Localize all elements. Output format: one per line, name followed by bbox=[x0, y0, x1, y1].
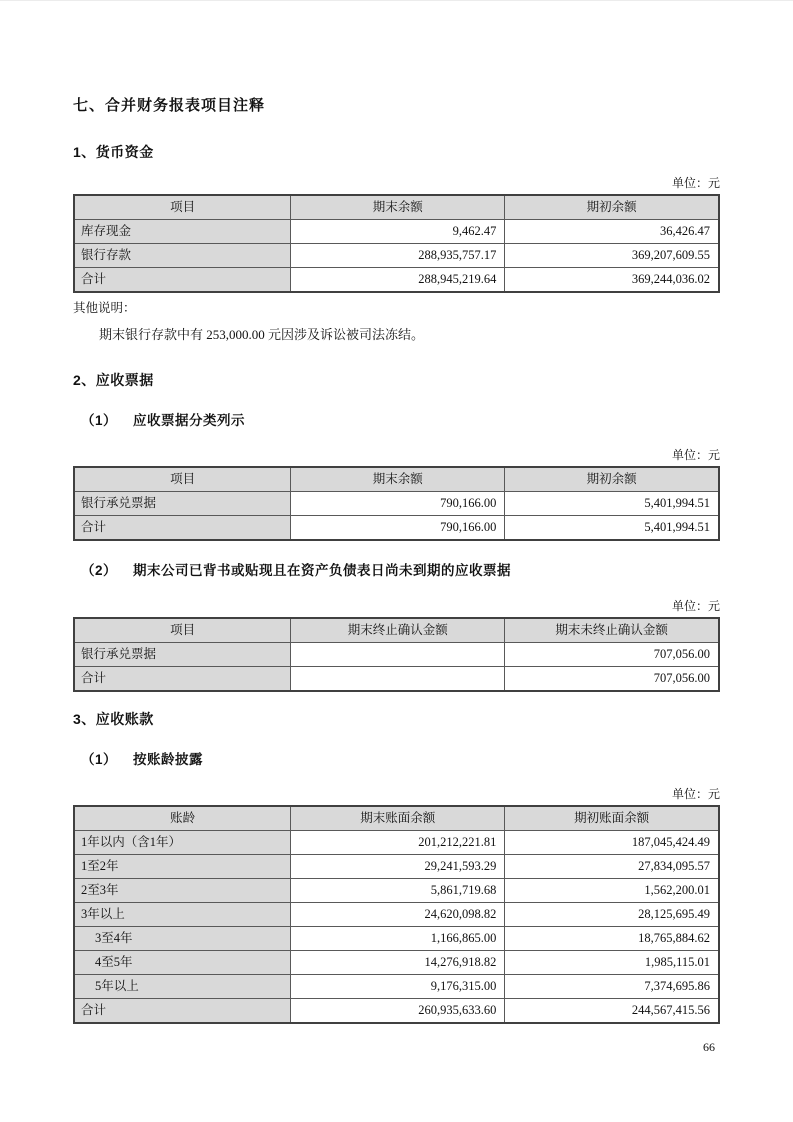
column-header: 期初余额 bbox=[505, 195, 719, 220]
page-content bbox=[0, 96, 793, 1024]
table-row bbox=[74, 903, 719, 927]
column-header: 期初余额 bbox=[505, 467, 719, 492]
amount-cell: 244,567,415.56 bbox=[505, 999, 719, 1024]
amount-cell: 1,985,115.01 bbox=[505, 951, 719, 975]
table-row bbox=[74, 643, 719, 667]
amount-cell: 790,166.00 bbox=[291, 492, 505, 516]
row-label: 4至5年 bbox=[74, 951, 291, 975]
section-2-sub-2-heading bbox=[73, 562, 720, 580]
amount-cell: 260,935,633.60 bbox=[291, 999, 505, 1024]
column-header: 项目 bbox=[74, 195, 291, 220]
section-3-heading: 3、应收账款 bbox=[73, 711, 154, 727]
amount-cell: 7,374,695.86 bbox=[505, 975, 719, 999]
subsection-number: （1） bbox=[81, 413, 118, 428]
row-label: 银行承兑票据 bbox=[74, 643, 291, 667]
monetary-funds-table bbox=[73, 194, 720, 293]
other-note-text: 期末银行存款中有 253,000.00 元因涉及诉讼被司法冻结。 bbox=[99, 327, 425, 342]
row-label: 1至2年 bbox=[74, 855, 291, 879]
subsection-number: （2） bbox=[81, 563, 118, 578]
row-label: 3至4年 bbox=[74, 927, 291, 951]
amount-cell: 5,861,719.68 bbox=[291, 879, 505, 903]
row-label: 3年以上 bbox=[74, 903, 291, 927]
table-header-row bbox=[74, 467, 719, 492]
amount-cell: 9,462.47 bbox=[291, 220, 505, 244]
row-label: 库存现金 bbox=[74, 220, 291, 244]
table-row bbox=[74, 855, 719, 879]
column-header: 项目 bbox=[74, 467, 291, 492]
row-label: 5年以上 bbox=[74, 975, 291, 999]
row-label: 合计 bbox=[74, 667, 291, 692]
column-header: 期末余额 bbox=[291, 195, 505, 220]
table-row bbox=[74, 831, 719, 855]
subsection-title: 期末公司已背书或贴现且在资产负债表日尚未到期的应收票据 bbox=[133, 563, 512, 578]
row-label: 合计 bbox=[74, 516, 291, 541]
row-label: 2至3年 bbox=[74, 879, 291, 903]
page-title: 七、合并财务报表项目注释 bbox=[73, 97, 266, 114]
column-header: 期末账面余额 bbox=[291, 806, 505, 831]
amount-cell bbox=[291, 667, 505, 692]
amount-cell: 9,176,315.00 bbox=[291, 975, 505, 999]
amount-cell: 187,045,424.49 bbox=[505, 831, 719, 855]
table-row bbox=[74, 667, 719, 692]
amount-cell: 369,207,609.55 bbox=[505, 244, 719, 268]
amount-cell: 29,241,593.29 bbox=[291, 855, 505, 879]
table-row bbox=[74, 951, 719, 975]
column-header: 期初账面余额 bbox=[505, 806, 719, 831]
other-note-label: 其他说明： bbox=[73, 301, 136, 315]
column-header: 项目 bbox=[74, 618, 291, 643]
amount-cell: 707,056.00 bbox=[505, 643, 719, 667]
table-header-row bbox=[74, 806, 719, 831]
amount-cell bbox=[291, 643, 505, 667]
table-row bbox=[74, 244, 719, 268]
row-label: 1年以内（含1年） bbox=[74, 831, 291, 855]
section-2-heading: 2、应收票据 bbox=[73, 372, 154, 388]
table-row bbox=[74, 927, 719, 951]
table-row bbox=[74, 999, 719, 1024]
amount-cell: 288,935,757.17 bbox=[291, 244, 505, 268]
accounts-receivable-aging-table bbox=[73, 805, 720, 1024]
amount-cell: 24,620,098.82 bbox=[291, 903, 505, 927]
table-row bbox=[74, 975, 719, 999]
amount-cell: 18,765,884.62 bbox=[505, 927, 719, 951]
unit-label: 单位：元 bbox=[671, 176, 720, 190]
column-header: 账龄 bbox=[74, 806, 291, 831]
page-number: 66 bbox=[703, 1040, 715, 1054]
row-label: 银行承兑票据 bbox=[74, 492, 291, 516]
table-row bbox=[74, 879, 719, 903]
table-row bbox=[74, 220, 719, 244]
amount-cell: 707,056.00 bbox=[505, 667, 719, 692]
table-row bbox=[74, 268, 719, 293]
amount-cell: 5,401,994.51 bbox=[505, 492, 719, 516]
row-label: 合计 bbox=[74, 999, 291, 1024]
row-label: 合计 bbox=[74, 268, 291, 293]
section-3-sub-1-heading bbox=[73, 751, 720, 769]
unit-label: 单位：元 bbox=[671, 448, 720, 462]
column-header: 期末余额 bbox=[291, 467, 505, 492]
row-label: 银行存款 bbox=[74, 244, 291, 268]
amount-cell: 288,945,219.64 bbox=[291, 268, 505, 293]
amount-cell: 369,244,036.02 bbox=[505, 268, 719, 293]
subsection-title: 应收票据分类列示 bbox=[133, 413, 246, 428]
amount-cell: 27,834,095.57 bbox=[505, 855, 719, 879]
amount-cell: 28,125,695.49 bbox=[505, 903, 719, 927]
endorsed-discounted-notes-table bbox=[73, 617, 720, 692]
column-header: 期末终止确认金额 bbox=[291, 618, 505, 643]
unit-label: 单位：元 bbox=[671, 599, 720, 613]
amount-cell: 790,166.00 bbox=[291, 516, 505, 541]
table-header-row bbox=[74, 195, 719, 220]
amount-cell: 1,166,865.00 bbox=[291, 927, 505, 951]
table-row bbox=[74, 516, 719, 541]
amount-cell: 36,426.47 bbox=[505, 220, 719, 244]
subsection-number: （1） bbox=[81, 752, 118, 767]
section-1-heading: 1、货币资金 bbox=[73, 144, 154, 160]
table-row bbox=[74, 492, 719, 516]
amount-cell: 14,276,918.82 bbox=[291, 951, 505, 975]
column-header: 期末未终止确认金额 bbox=[505, 618, 719, 643]
subsection-title: 按账龄披露 bbox=[133, 752, 204, 767]
unit-label: 单位：元 bbox=[671, 787, 720, 801]
section-2-sub-1-heading bbox=[73, 412, 720, 430]
amount-cell: 1,562,200.01 bbox=[505, 879, 719, 903]
amount-cell: 201,212,221.81 bbox=[291, 831, 505, 855]
table-header-row bbox=[74, 618, 719, 643]
notes-receivable-classification-table bbox=[73, 466, 720, 541]
amount-cell: 5,401,994.51 bbox=[505, 516, 719, 541]
